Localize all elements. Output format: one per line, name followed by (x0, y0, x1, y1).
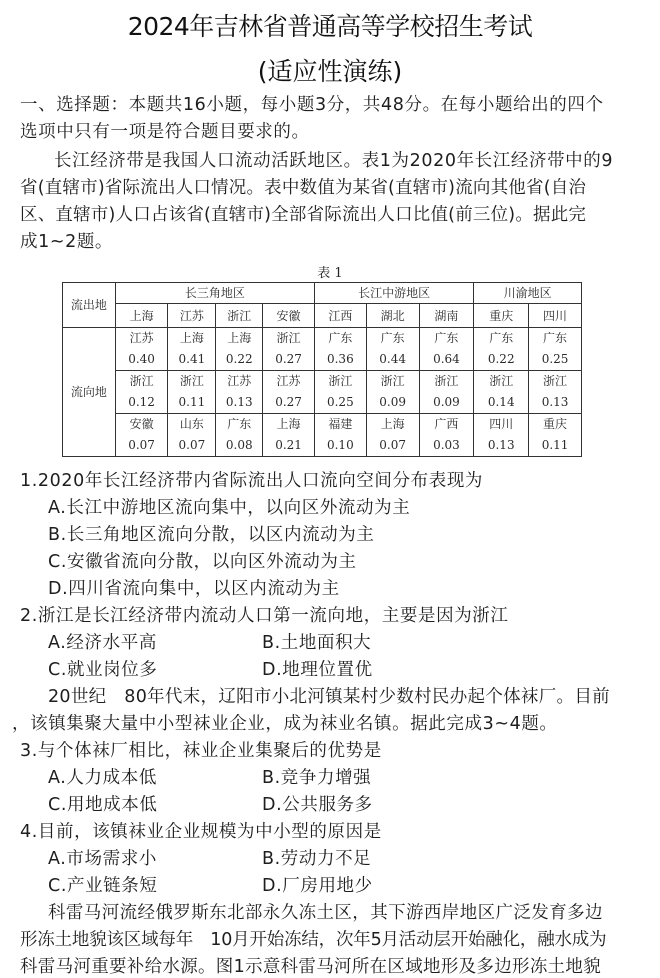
ratio-value: 0.22 (225, 352, 253, 366)
ratio-value: 0.27 (275, 395, 302, 409)
question-2-option-a[interactable]: A.经济水平高 (48, 633, 157, 653)
question-1-option-a[interactable]: A.长江中游地区流向集中，以向区外流动为主 (48, 498, 411, 518)
question-3-option-d[interactable]: D.公共服务多 (262, 795, 373, 815)
dest-name: 广东 (328, 331, 353, 345)
question-1-option-b[interactable]: B.长三角地区流向分散，以区内流动为主 (48, 525, 375, 545)
dest-name: 浙江 (129, 374, 154, 388)
dest-name: 重庆 (543, 417, 568, 431)
passage2-line-2: ，该镇集聚大量中小型袜业企业，成为袜业名镇。据此完成3~4题。 (12, 714, 558, 734)
ratio-value: 0.07 (379, 438, 406, 452)
ratio-value: 0.44 (379, 352, 406, 366)
question-2-option-b[interactable]: B.土地面积大 (262, 633, 372, 653)
passage2-line-1: 20世纪 80年代末，辽阳市小北河镇某村少数村民办起个体袜厂。目前 (48, 687, 610, 707)
ratio-value: 0.13 (541, 395, 569, 409)
dest-name: 江苏 (276, 374, 301, 388)
ratio-value: 0.64 (433, 352, 460, 366)
province-header: 四川 (529, 304, 582, 328)
region-header-yangtze-delta: 长三角地区 (115, 283, 314, 304)
question-4-option-b[interactable]: B.劳动力不足 (262, 849, 372, 869)
dest-name: 山东 (179, 417, 204, 431)
table-cell (115, 414, 168, 457)
instructions-line-1: 一、选择题：本题共16小题，每小题3分，共48分。在每小题给出的四个 (20, 95, 604, 115)
population-outflow-table (62, 282, 582, 457)
table-cell (168, 414, 216, 457)
table-cell (419, 414, 474, 457)
passage3-line-2: 形冻土地貌该区域每年 10月开始冻结，次年5月活动层开始融化，融水成为 (20, 930, 607, 950)
table-row (63, 371, 582, 414)
table-cell (115, 371, 168, 414)
ratio-value: 0.13 (487, 438, 515, 452)
dest-name: 浙江 (543, 374, 568, 388)
province-header: 湖南 (419, 304, 474, 328)
dest-name: 广东 (543, 331, 568, 345)
dest-name: 浙江 (489, 374, 514, 388)
province-header: 浙江 (216, 304, 263, 328)
ratio-value: 0.11 (178, 395, 206, 409)
dest-name: 上海 (380, 417, 405, 431)
dest-name: 四川 (489, 417, 514, 431)
question-1-option-d[interactable]: D.四川省流向集中，以区内流动为主 (48, 579, 340, 599)
dest-name: 广东 (380, 331, 405, 345)
table-cell (474, 414, 529, 457)
table-cell (529, 414, 582, 457)
passage3-line-3: 科雷马河重要补给水源。图1示意科雷马河所在区域地形及多边形冻土地貌 (20, 957, 602, 977)
table-cell (419, 371, 474, 414)
dest-name: 福建 (328, 417, 353, 431)
page-title: 2024年吉林省普通高等学校招生考试 (127, 12, 533, 41)
table-cell (216, 414, 263, 457)
table-cell (263, 414, 315, 457)
passage3-line-1: 科雷马河流经俄罗斯东北部永久冻土区，其下游西岸地区广泛发育多边 (48, 903, 603, 923)
table-cell (115, 328, 168, 371)
passage1-line-3: 区、直辖市)人口占该省(直辖市)全部省际流出人口比值(前三位)。据此完 (20, 205, 587, 225)
inflow-header: 流向地 (63, 328, 116, 457)
province-header: 上海 (115, 304, 168, 328)
question-3-option-c[interactable]: C.用地成本低 (48, 795, 158, 815)
dest-name: 上海 (276, 417, 301, 431)
question-2-option-d[interactable]: D.地理位置优 (262, 660, 373, 680)
dest-name: 江苏 (227, 374, 252, 388)
passage1-line-1: 长江经济带是我国人口流动活跃地区。表1为2020年长江经济带中的9 (54, 151, 614, 171)
ratio-value: 0.12 (128, 395, 155, 409)
dest-name: 浙江 (380, 374, 405, 388)
ratio-value: 0.03 (433, 438, 460, 452)
question-3-option-a[interactable]: A.人力成本低 (48, 768, 157, 788)
table-cell (419, 328, 474, 371)
table-cell (314, 414, 366, 457)
ratio-value: 0.13 (225, 395, 253, 409)
ratio-value: 0.10 (326, 438, 354, 452)
question-4-option-c[interactable]: C.产业链条短 (48, 876, 158, 896)
question-1-stem: 1.2020年长江经济带内省际流出人口流向空间分布表现为 (20, 471, 484, 491)
table-row (63, 414, 582, 457)
ratio-value: 0.27 (275, 352, 302, 366)
ratio-value: 0.41 (178, 352, 206, 366)
dest-name: 上海 (179, 331, 204, 345)
ratio-value: 0.07 (178, 438, 206, 452)
ratio-value: 0.36 (326, 352, 354, 366)
region-header-chengyu: 川渝地区 (474, 283, 582, 304)
ratio-value: 0.21 (275, 438, 302, 452)
dest-name: 浙江 (179, 374, 204, 388)
page-subtitle: (适应性演练) (257, 57, 403, 86)
province-header: 重庆 (474, 304, 529, 328)
dest-name: 广东 (489, 331, 514, 345)
question-3-stem: 3.与个体袜厂相比，袜业企业集聚后的优势是 (20, 741, 382, 761)
table-row (63, 328, 582, 371)
question-4-option-d[interactable]: D.厂房用地少 (262, 876, 373, 896)
question-2-option-c[interactable]: C.就业岗位多 (48, 660, 158, 680)
dest-name: 广西 (434, 417, 459, 431)
passage1-line-4: 成1~2题。 (20, 232, 114, 252)
ratio-value: 0.14 (487, 395, 515, 409)
dest-name: 江苏 (129, 331, 154, 345)
province-header: 湖北 (366, 304, 419, 328)
table-cell (263, 328, 315, 371)
table-cell (366, 414, 419, 457)
table-caption: 表 1 (317, 266, 343, 281)
ratio-value: 0.22 (487, 352, 515, 366)
province-header: 江苏 (168, 304, 216, 328)
ratio-value: 0.11 (541, 438, 569, 452)
question-1-option-c[interactable]: C.安徽省流向分散，以向区外流动为主 (48, 552, 357, 572)
dest-name: 广东 (434, 331, 459, 345)
ratio-value: 0.25 (326, 395, 354, 409)
question-4-stem: 4.目前，该镇袜业企业规模为中小型的原因是 (20, 822, 382, 842)
dest-name: 浙江 (276, 331, 301, 345)
table-cell (366, 328, 419, 371)
table-cell (314, 371, 366, 414)
dest-name: 浙江 (328, 374, 353, 388)
dest-name: 广东 (227, 417, 252, 431)
table-cell (314, 328, 366, 371)
table-cell (366, 371, 419, 414)
outflow-header: 流出地 (63, 283, 116, 328)
question-3-option-b[interactable]: B.竞争力增强 (262, 768, 372, 788)
ratio-value: 0.07 (128, 438, 155, 452)
question-2-stem: 2.浙江是长江经济带内流动人口第一流向地，主要是因为浙江 (20, 606, 509, 626)
ratio-value: 0.08 (225, 438, 253, 452)
table-cell (263, 371, 315, 414)
province-header: 江西 (314, 304, 366, 328)
passage1-line-2: 省(直辖市)省际流出人口情况。表中数值为某省(直辖市)流向其他省(自治 (20, 178, 587, 198)
instructions-line-2: 选项中只有一项是符合题目要求的。 (20, 122, 310, 142)
table-cell (216, 371, 263, 414)
table-cell (529, 371, 582, 414)
province-header: 安徽 (263, 304, 315, 328)
question-4-option-a[interactable]: A.市场需求小 (48, 849, 157, 869)
table-cell (216, 328, 263, 371)
table-cell (168, 328, 216, 371)
ratio-value: 0.25 (541, 352, 569, 366)
table-cell (474, 371, 529, 414)
dest-name: 上海 (227, 331, 252, 345)
ratio-value: 0.09 (379, 395, 406, 409)
table-cell (168, 371, 216, 414)
table-cell (529, 328, 582, 371)
ratio-value: 0.40 (128, 352, 155, 366)
region-header-middle-yangtze: 长江中游地区 (314, 283, 473, 304)
dest-name: 安徽 (129, 417, 154, 431)
table-cell (474, 328, 529, 371)
ratio-value: 0.09 (433, 395, 460, 409)
dest-name: 浙江 (434, 374, 459, 388)
